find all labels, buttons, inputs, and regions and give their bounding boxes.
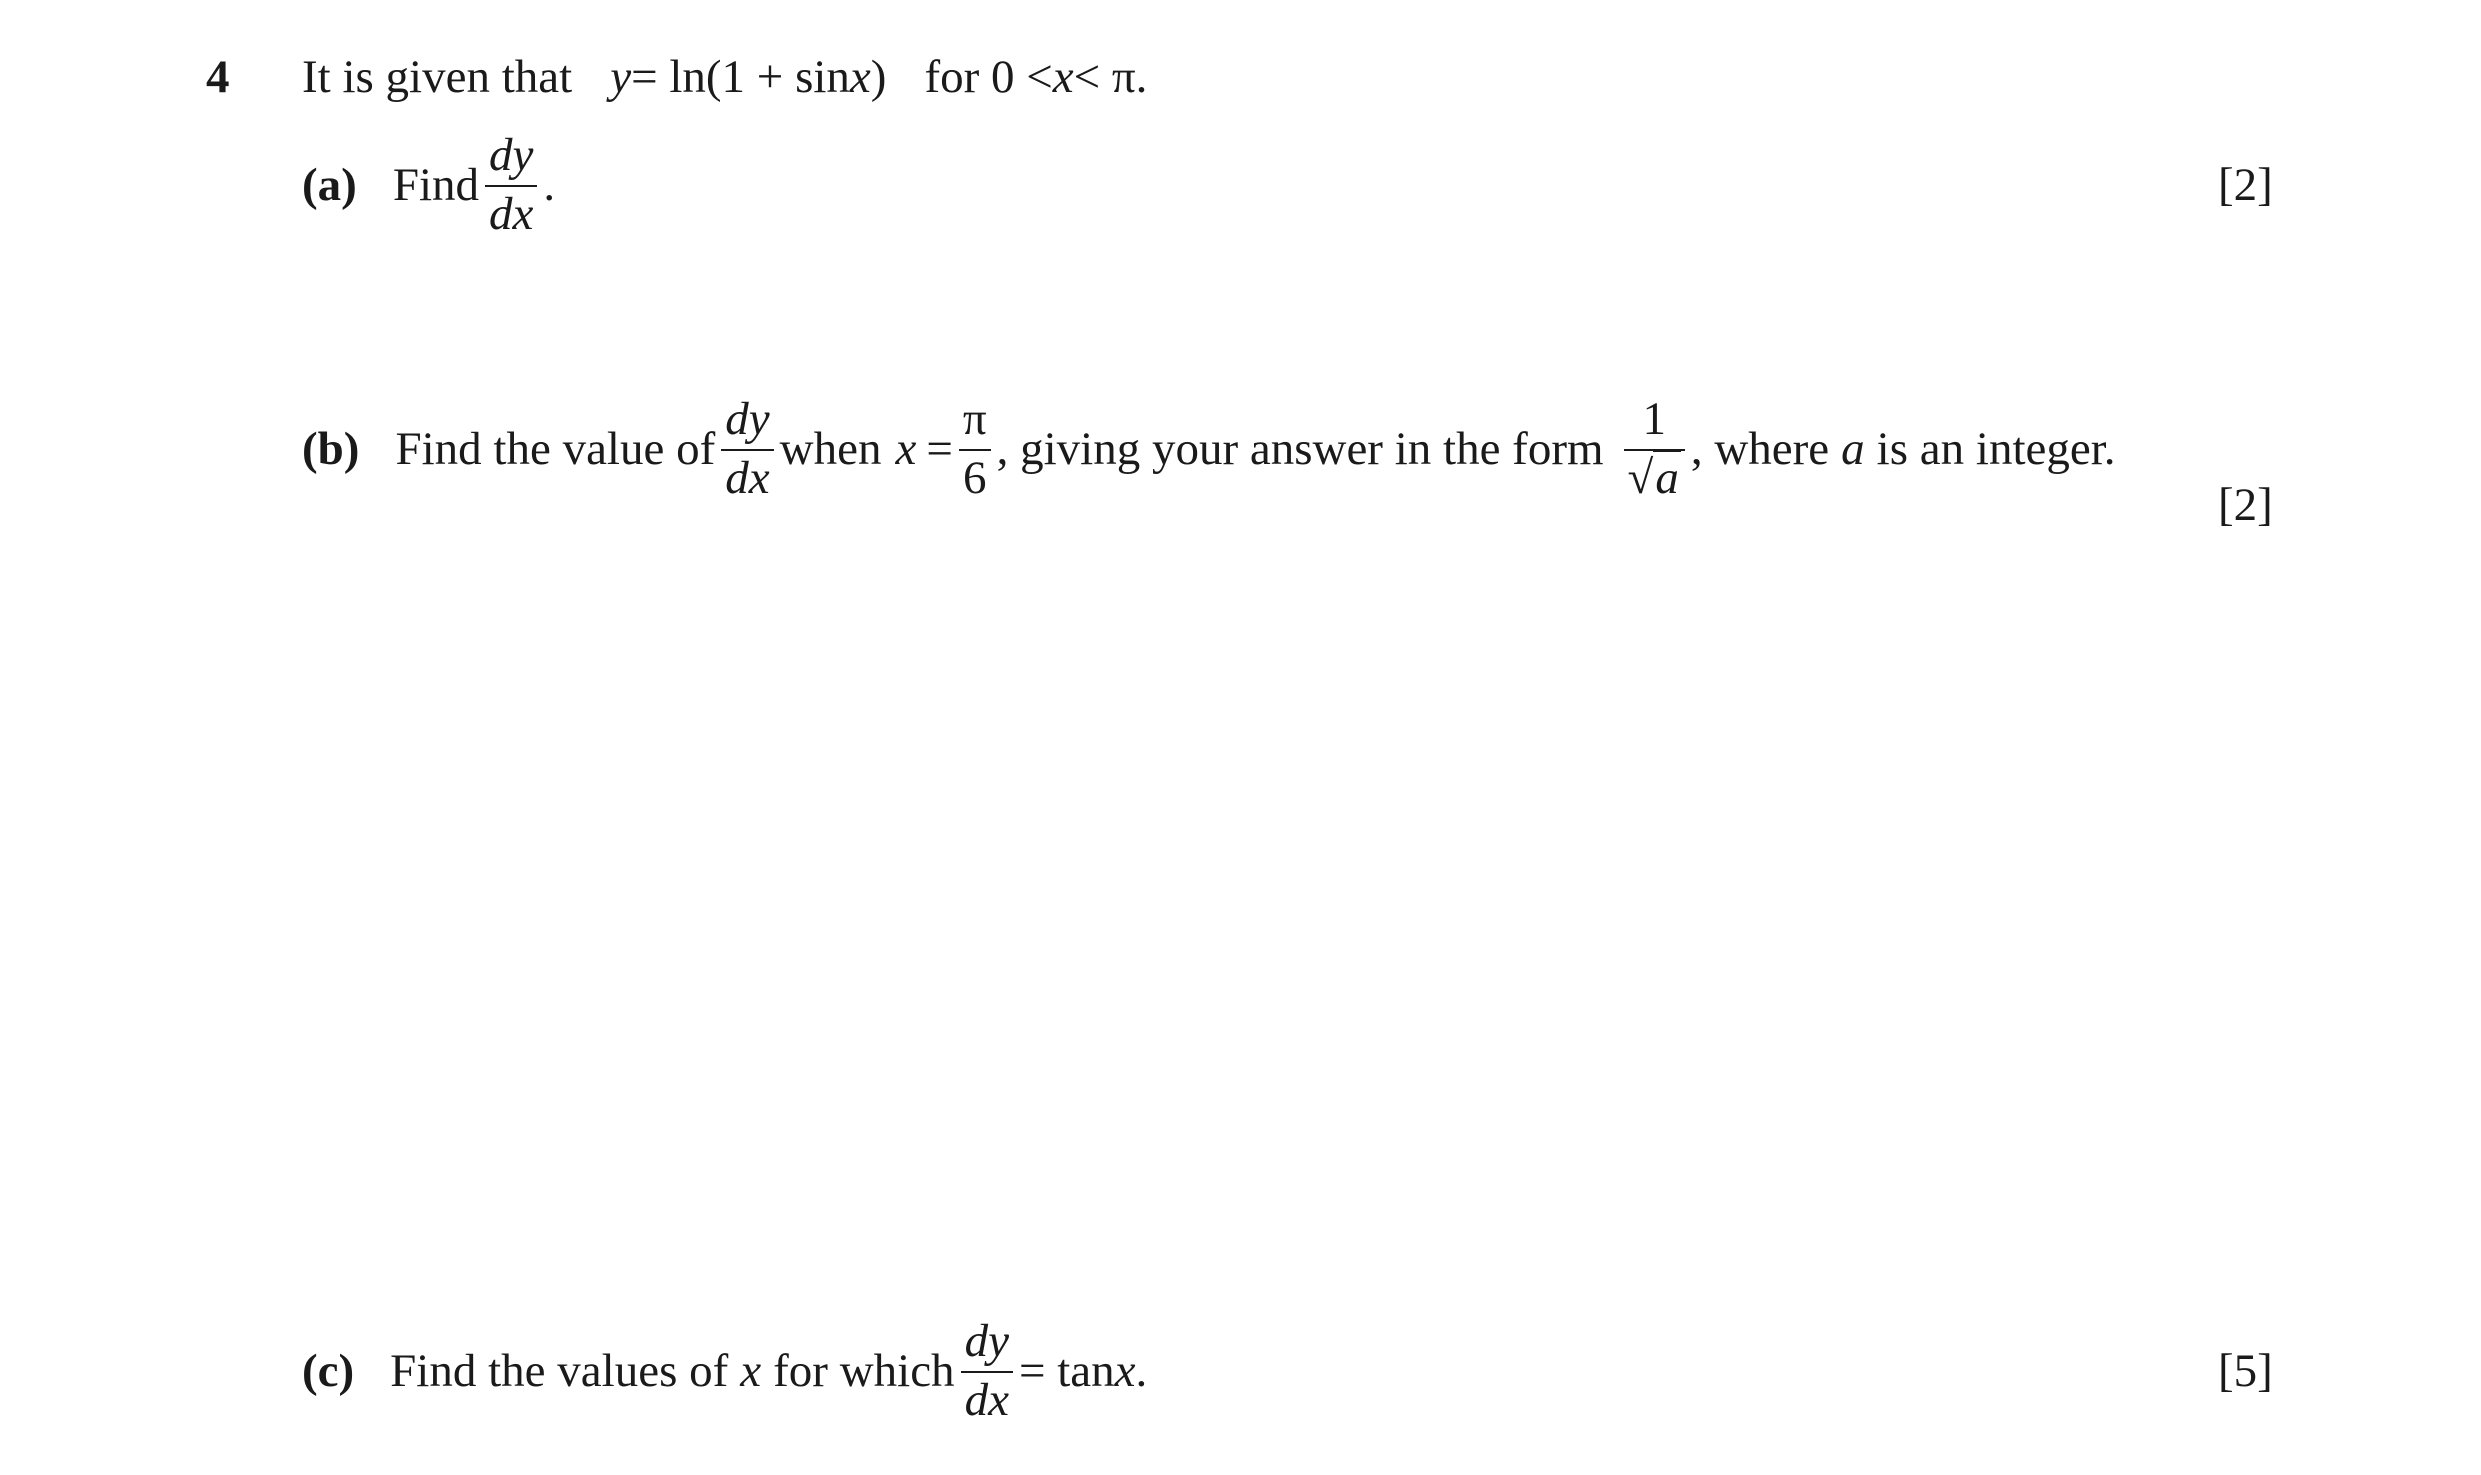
stem-close-paren: ) — [870, 51, 887, 103]
part-c-frac-den: dx — [964, 1374, 1009, 1426]
part-c-text1: Find the values of — [390, 1345, 729, 1397]
part-a-derivative — [485, 129, 537, 240]
stem-y-variable: y — [610, 51, 632, 103]
part-b-text2: when — [779, 423, 882, 475]
part-c-label: (c) — [302, 1345, 355, 1397]
part-a-frac-den: dx — [489, 188, 534, 240]
part-a-end: . — [543, 159, 556, 211]
question-number: 4 — [206, 51, 230, 103]
stem-intro: It is given that — [302, 51, 573, 103]
part-b-label: (b) — [302, 423, 360, 475]
part-b-form-num: 1 — [1642, 393, 1666, 445]
part-c-text3: = tan — [1018, 1345, 1115, 1397]
part-a-frac-num: dy — [489, 129, 534, 181]
part-c-x-variable-2: x — [1114, 1345, 1136, 1397]
part-c-text2: for which — [773, 1345, 955, 1397]
part-b-text1: Find the value of — [395, 423, 716, 475]
part-a-marks: [2] — [2218, 159, 2273, 211]
part-b-derivative — [721, 393, 773, 504]
part-b-form-den: a — [1655, 452, 1679, 504]
part-b-frac-den: dx — [725, 452, 770, 504]
part-b-x-variable: x — [895, 423, 917, 475]
part-b-marks: [2] — [2218, 479, 2273, 531]
part-c-x-variable: x — [740, 1345, 762, 1397]
part-c-derivative — [961, 1315, 1013, 1426]
part-a-text: Find — [392, 159, 480, 211]
question-stem — [302, 50, 1147, 104]
part-a-label: (a) — [302, 159, 357, 211]
part-b-form-fraction — [1624, 393, 1685, 504]
stem-x-variable: x — [849, 51, 871, 103]
part-c-frac-num: dy — [964, 1315, 1009, 1367]
part-b-pi-fraction — [959, 393, 991, 504]
stem-equation: = ln(1 + sin — [631, 51, 850, 103]
stem-domain-x: x — [1052, 51, 1074, 103]
part-b-text4: , where — [1690, 423, 1830, 475]
stem-domain-prefix: for 0 < — [924, 51, 1053, 103]
part-b — [302, 393, 2116, 504]
part-c — [302, 1315, 1148, 1426]
part-b-text5: is an integer. — [1876, 423, 2116, 475]
part-b-text3: , giving your answer in the form — [996, 423, 1604, 475]
part-b-a-variable: a — [1841, 423, 1865, 475]
part-c-end: . — [1135, 1345, 1148, 1397]
part-b-equals: = — [926, 423, 953, 475]
part-b-pi-num: π — [962, 393, 987, 445]
part-b-frac-num: dy — [725, 393, 770, 445]
sqrt-icon: √a — [1627, 452, 1679, 504]
part-b-pi-den: 6 — [959, 449, 991, 502]
part-a — [302, 129, 556, 240]
part-c-marks: [5] — [2218, 1345, 2273, 1397]
stem-domain-suffix: < π. — [1073, 51, 1148, 103]
